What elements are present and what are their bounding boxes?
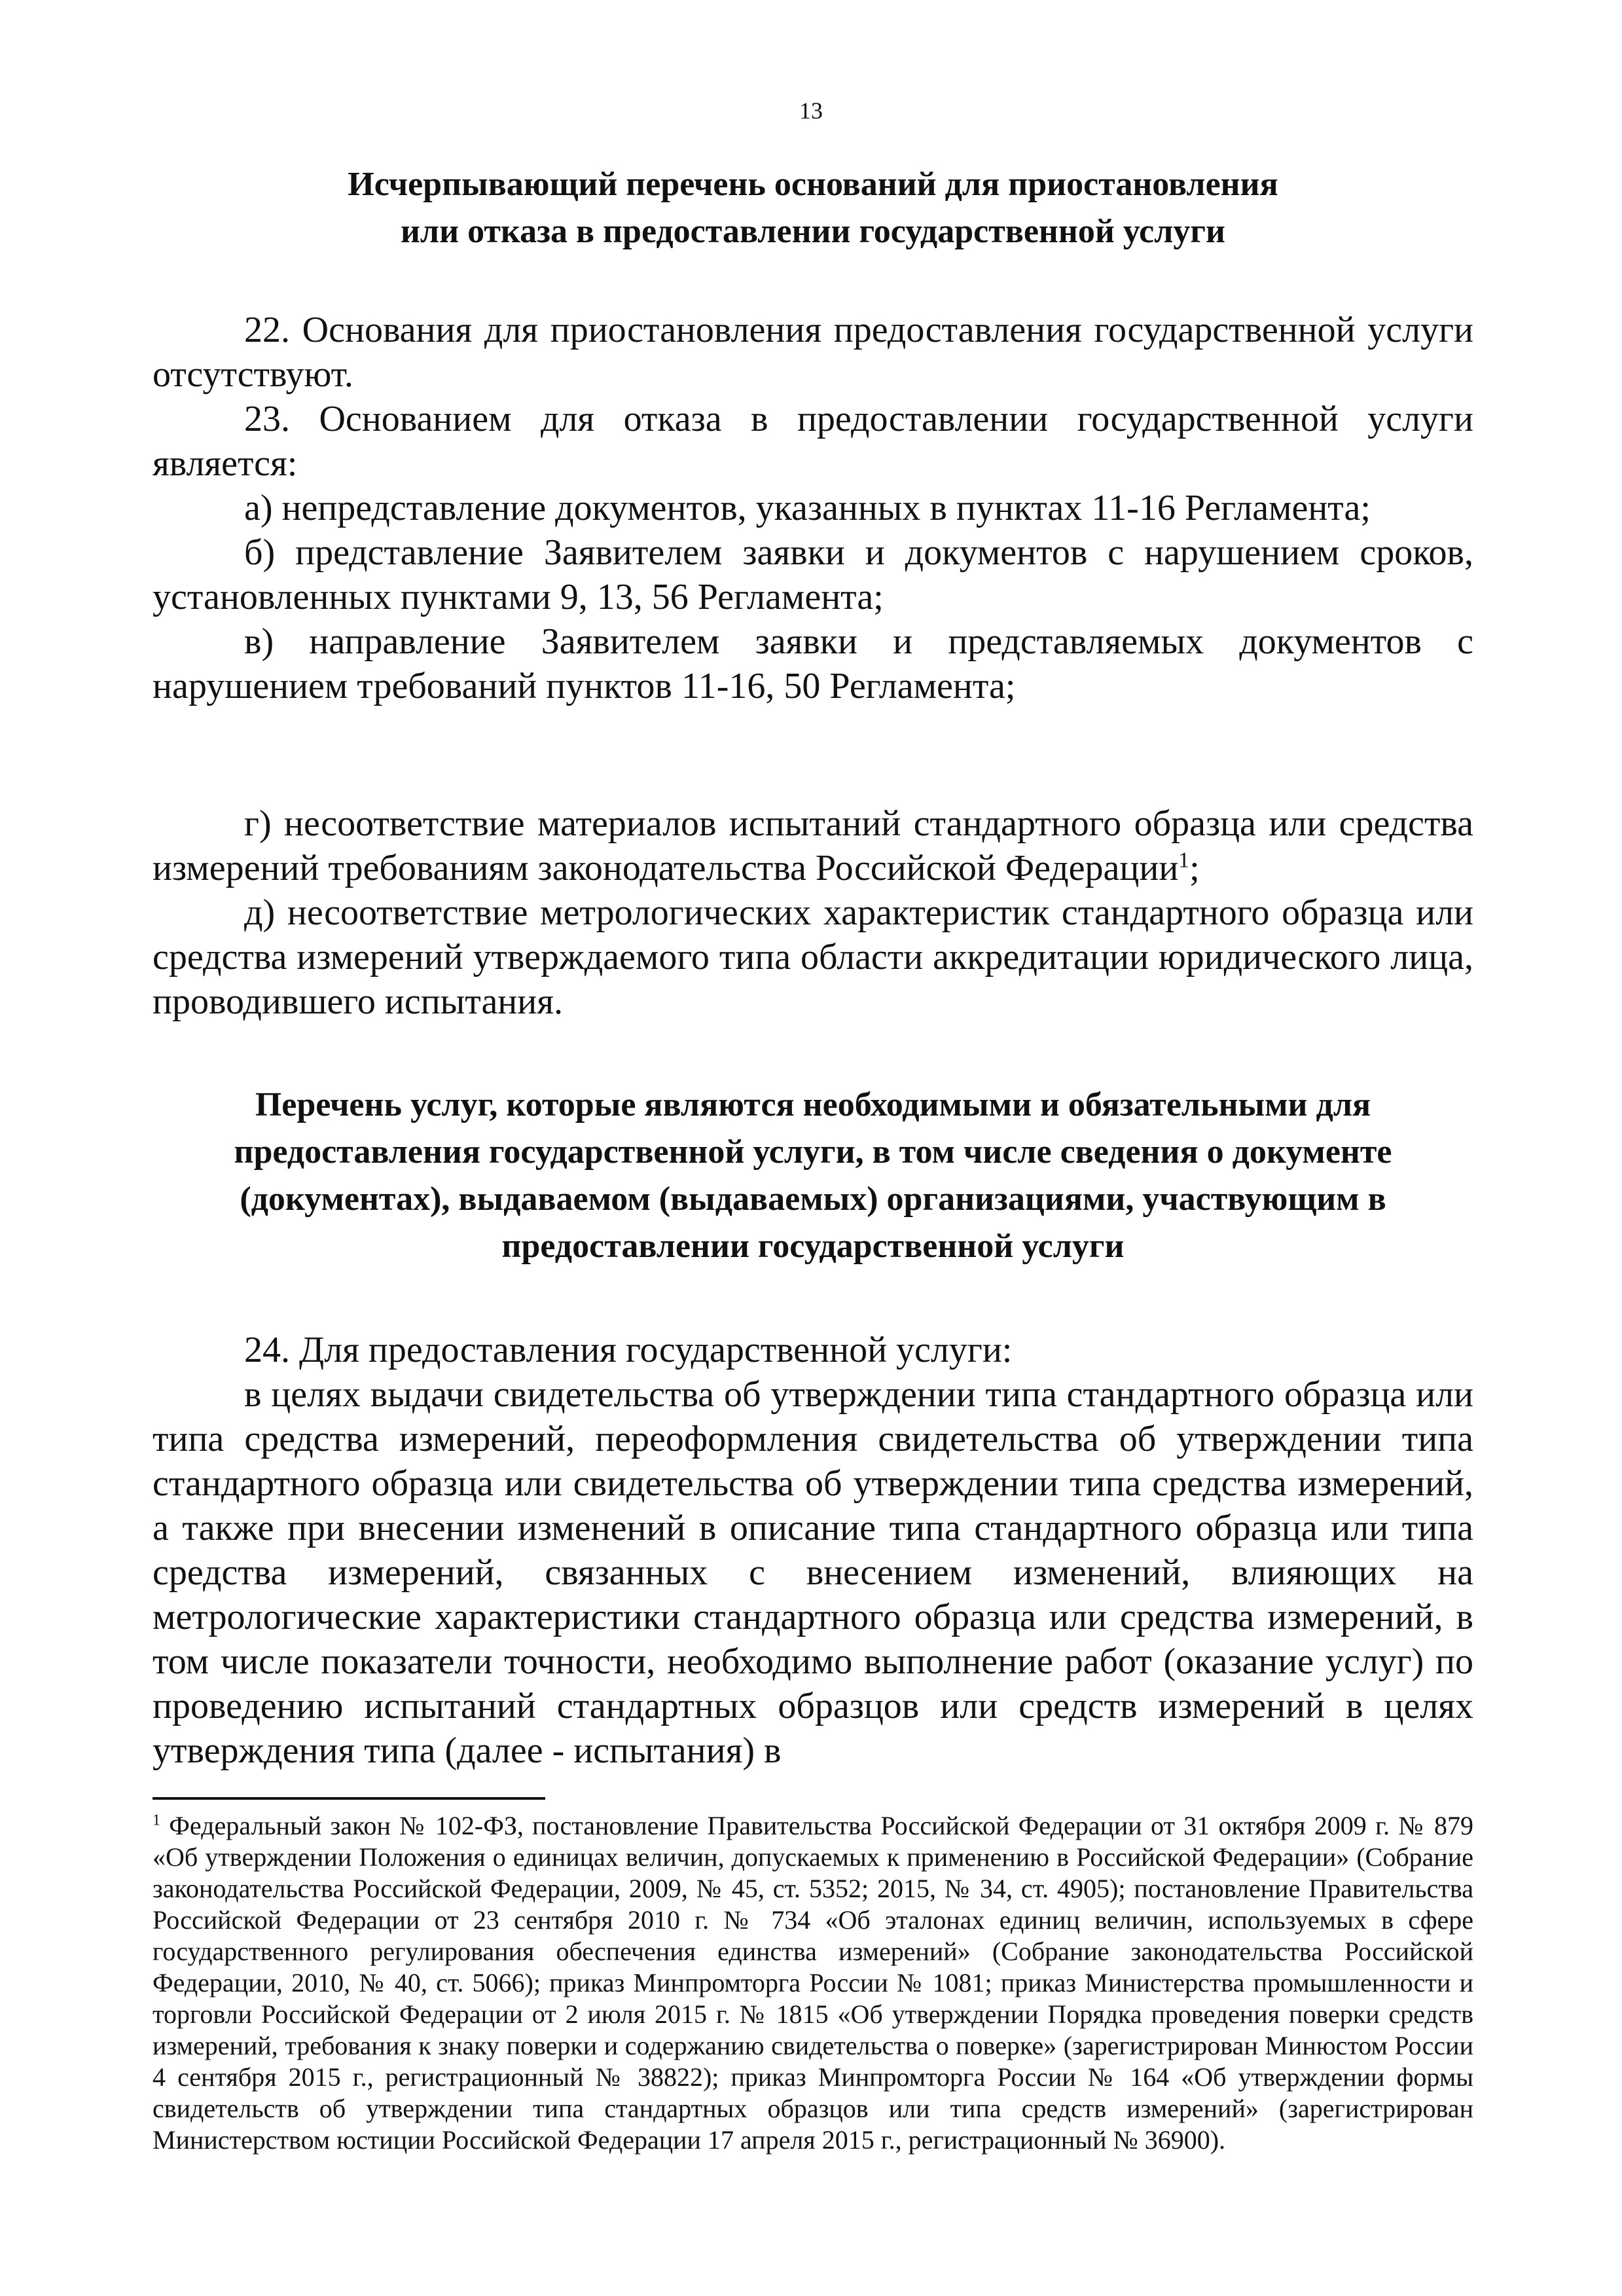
list-item-g-text: г) несоответствие материалов испытаний стандартного образца или средства измерений требованиям законодательства Российской Федерации — [153, 803, 1473, 888]
heading-line: Исчерпывающий перечень оснований для приостановления — [348, 166, 1278, 203]
paragraph-23: 23. Основанием для отказа в предоставлении государственной услуги является: — [153, 399, 1473, 484]
section-body-required-services — [153, 1328, 1473, 1773]
footnote-divider — [153, 1797, 545, 1800]
footnote-text: Федеральный закон № 102-ФЗ, постановление Правительства Российской Федерации от 31 октября 2009 г. № 879 «Об утверждении Положения о единицах величин, допускаемых к применению в Российской Федерации» (Собрание законодательства Российской Федерации, 2009, № 45, ст. 5352; 2015, № 34, ст. 4905); постановление Правительства Российской Федерации от 23 сентября 2010 г. № 734 «Об эталонах единиц величин, используемых в сфере государственного регулирования обеспечения единства измерений» (Собрание законодательства Российской Федерации, 2010, № 40, ст. 5066); приказ Минпромторга России № 1081; приказ Министерства промышленности и торговли Российской Федерации от 2 июля 2015 г. № 1815 «Об утверждении Порядка проведения поверки средств измерений, требования к знаку поверки и содержанию свидетельства о поверке» (зарегистрирован Минюстом России 4 сентября 2015 г., регистрационный № 38822); приказ Минпромторга России № 164 «Об утверждении формы свидетельств об утверждении типа стандартных образцов или типа средств измерений» (зарегистрирован Министерством юстиции Российской Федерации 17 апреля 2015 г., регистрационный № 36900). — [153, 1811, 1474, 2155]
list-item-v: в) направление Заявителем заявки и представляемых документов с нарушением требований пунктов 11-16, 50 Регламента; — [153, 621, 1473, 706]
list-item-a: а) непредставление документов, указанных в пунктах 11-16 Регламента; — [244, 488, 1371, 528]
paragraph-24-text: в целях выдачи свидетельства об утверждении типа стандартного образца или типа средства измерений, переоформления свидетельства об утверждении типа стандартного образца или свидетельства об утверждении типа средства измерений, а также при внесении изменений в описание типа стандартного образца или типа средства измерений, связанных с внесением изменений, влияющих на метрологические характеристики стандартного образца или средства измерений, в том числе показатели точности, необходимо выполнение работ (оказание услуг) по проведению испытаний стандартных образцов или средств измерений в целях утверждения типа (далее - испытания) в — [153, 1374, 1473, 1771]
section-heading-grounds-for-refusal — [153, 161, 1473, 255]
list-item-d: д) несоответствие метрологических характеристик стандартного образца или средства измерений утверждаемого типа области аккредитации юридического лица, проводившего испытания. — [153, 892, 1473, 1022]
heading-line: или отказа в предоставлении государственной услуги — [400, 213, 1226, 250]
heading-line: (документах), выдаваемом (выдаваемых) организациями, участвующим в — [240, 1180, 1386, 1218]
section-body-grounds-continued — [153, 801, 1473, 1024]
heading-line: предоставления государственной услуги, в том числе сведения о документе — [234, 1133, 1392, 1171]
list-item-g — [153, 801, 1473, 890]
footnote-marker: 1 — [153, 1812, 160, 1829]
heading-line: Перечень услуг, которые являются необходимыми и обязательными для — [255, 1086, 1371, 1123]
paragraph-22: 22. Основания для приостановления предоставления государственной услуги отсутствуют. — [153, 310, 1473, 395]
footnote-reference: 1 — [1178, 848, 1190, 873]
paragraph-24: 24. Для предоставления государственной услуги: — [244, 1330, 1013, 1370]
section-heading-required-services — [153, 1082, 1473, 1270]
list-item-g-end: ; — [1189, 848, 1200, 888]
footnote — [153, 1810, 1473, 2156]
heading-line: предоставлении государственной услуги — [501, 1228, 1125, 1265]
page-number: 13 — [799, 98, 823, 124]
section-body-grounds — [153, 308, 1473, 708]
list-item-b: б) представление Заявителем заявки и документов с нарушением сроков, установленных пунктами 9, 13, 56 Регламента; — [153, 532, 1473, 617]
